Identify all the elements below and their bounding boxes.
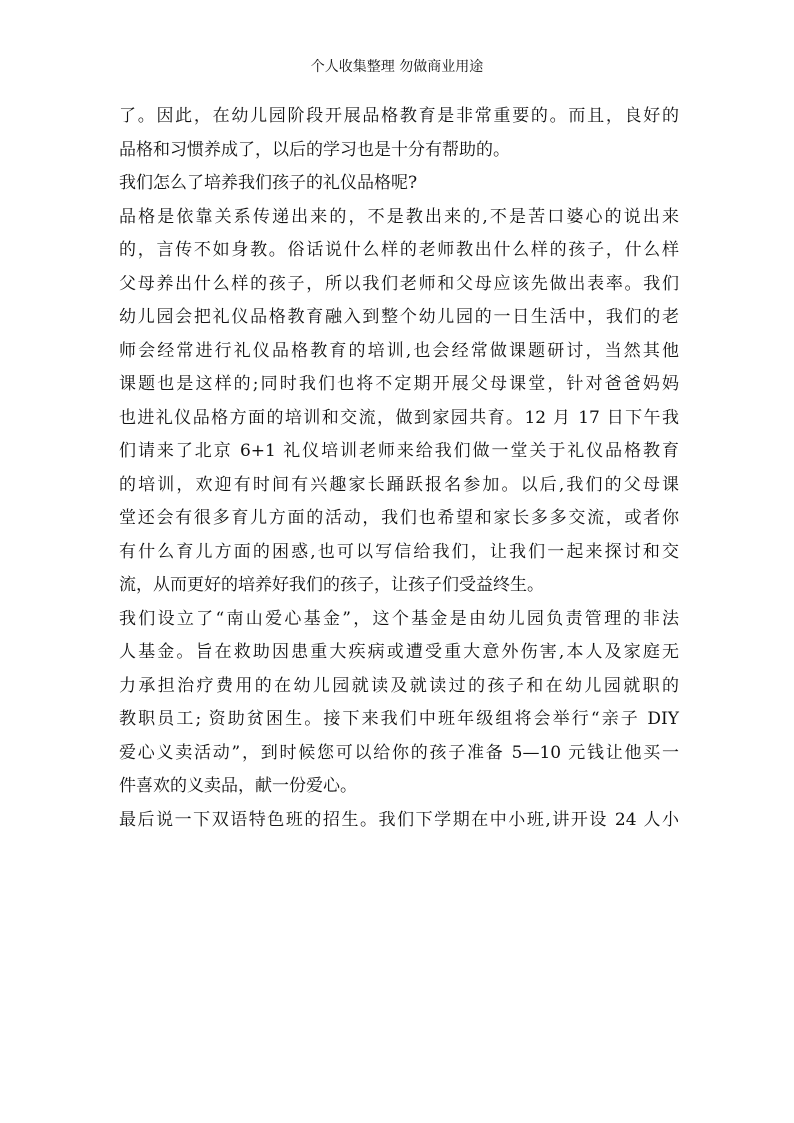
text-line: 人基金。旨在救助因患重大疾病或遭受重大意外伤害,本人及家庭无 — [119, 642, 679, 662]
text-line: 我们设立了“南山爱心基金”，这个基金是由幼儿园负责管理的非法 — [119, 608, 679, 629]
page-header: 个人收集整理 勿做商业用途 — [310, 59, 484, 75]
document-body — [119, 100, 679, 837]
text-line: 也进礼仪品格方面的培训和交流，做到家园共育。12 月 17 日下午我 — [119, 407, 679, 428]
text-line: 件喜欢的义卖品，献一份爱心。 — [119, 776, 357, 796]
text-line: 我们怎么了培养我们孩子的礼仪品格呢? — [119, 173, 418, 193]
text-line: 品格是依靠关系传递出来的，不是教出来的,不是苦口婆心的说出来 — [119, 206, 679, 227]
text-line: 教职员工; 资助贫困生。接下来我们中班年级组将会举行“亲子 DIY — [119, 709, 679, 729]
text-line: 课题也是这样的;同时我们也将不定期开展父母课堂，针对爸爸妈妈 — [119, 374, 679, 394]
text-line: 师会经常进行礼仪品格教育的培训,也会经常做课题研讨，当然其他 — [119, 340, 679, 361]
text-line: 的培训，欢迎有时间有兴趣家长踊跃报名参加。以后,我们的父母课 — [119, 474, 679, 495]
text-line: 幼儿园会把礼仪品格教育融入到整个幼儿园的一日生活中，我们的老 — [119, 307, 679, 327]
text-line: 力承担治疗费用的在幼儿园就读及就读过的孩子和在幼儿园就职的 — [119, 675, 679, 696]
text-line: 品格和习惯养成了，以后的学习也是十分有帮助的。 — [119, 139, 510, 160]
text-line: 流，从而更好的培养好我们的孩子，让孩子们受益终生。 — [119, 575, 544, 595]
text-line: 最后说一下双语特色班的招生。我们下学期在中小班,讲开设 24 人小 — [119, 809, 679, 830]
text-line: 有什么育儿方面的困惑,也可以写信给我们，让我们一起来探讨和交 — [119, 541, 679, 562]
text-line: 了。因此，在幼儿园阶段开展品格教育是非常重要的。而且，良好的 — [119, 106, 679, 126]
text-line: 们请来了北京 6+1 礼仪培训老师来给我们做一堂关于礼仪品格教育 — [119, 441, 679, 461]
text-line: 父母养出什么样的孩子，所以我们老师和父母应该先做出表率。我们 — [119, 273, 679, 294]
text-line: 爱心义卖活动”，到时候您可以给你的孩子准备 5—10 元钱让他买一 — [119, 742, 679, 763]
text-line: 的，言传不如身教。俗话说什么样的老师教出什么样的孩子，什么样 — [119, 240, 679, 260]
text-line: 堂还会有很多育儿方面的活动，我们也希望和家长多多交流，或者你 — [119, 508, 679, 528]
